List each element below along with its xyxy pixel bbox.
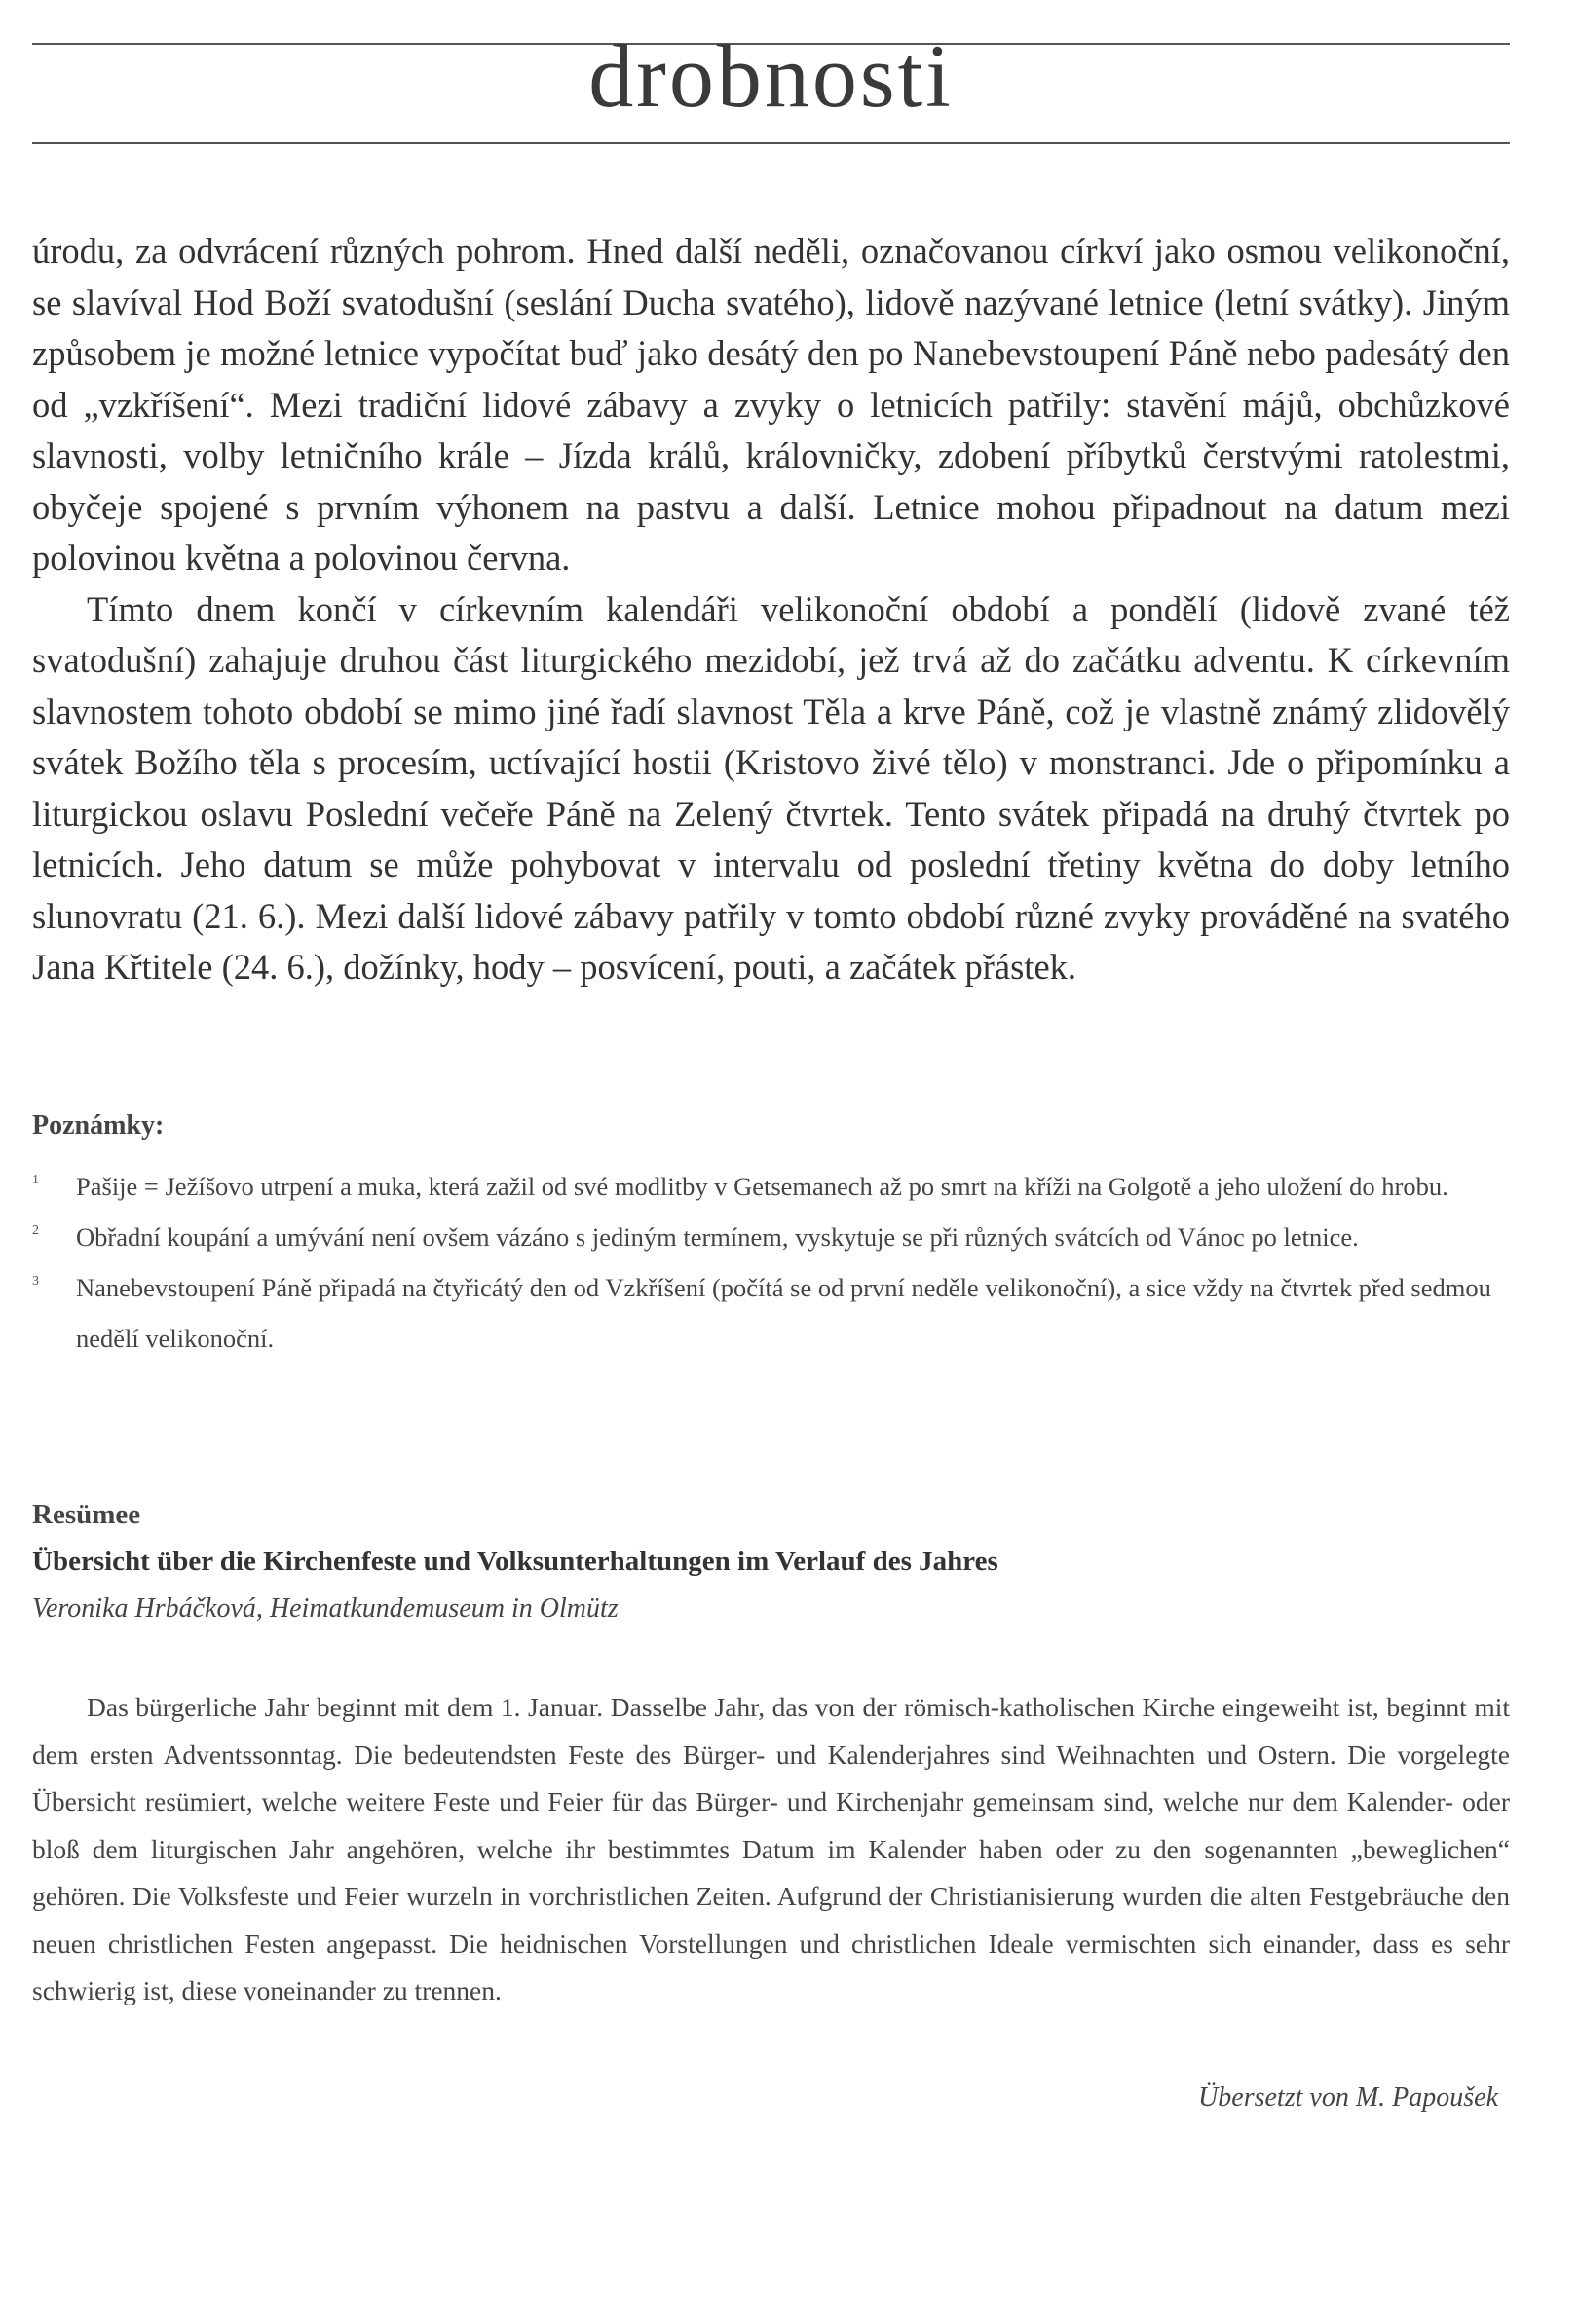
resume-header: [32, 1492, 1510, 1632]
footnote-3: [32, 1262, 1510, 1364]
resume-title: Übersicht über die Kirchenfeste und Volksunterhaltungen im Verlauf des Jahres: [32, 1546, 998, 1577]
footnote-2: [32, 1212, 1510, 1262]
section-title: drobnosti: [588, 26, 954, 126]
article-body: [32, 226, 1510, 993]
footnotes-heading: Poznámky:: [32, 1110, 165, 1141]
resume-body: [32, 1684, 1510, 2015]
resume-paragraph: Das bürgerliche Jahr beginnt mit dem 1. Januar. Dasselbe Jahr, das von der römisch-katholischen Kirche eingeweiht ist, beginnt mit dem ersten Adventssonntag. Die bedeutendsten Feste des Bürger- und Kalenderjahres sind Weihnachten und Ostern. Die vorgelegte Übersicht resümiert, welche weitere Feste und Feier für das Bürger- und Kirchenjahr gemeinsam sind, welche nur dem Kalender- oder bloß dem liturgischen Jahr angehören, welche ihr bestimmtes Datum im Kalender haben oder zu den sogenannten „beweglichen“ gehören. Die Volksfeste und Feier wurzeln in vorchristlichen Zeiten. Aufgrund der Christianisierung wurden die alten Festgebräuche den neuen christlichen Festen angepasst. Die heidnischen Vorstellungen und christlichen Ideale vermischten sich einander, dass es sehr schwierig ist, diese voneinander zu trennen.: [32, 1692, 1510, 2005]
footnote-1: [32, 1161, 1510, 1212]
footnote-text: Nanebevstoupení Páně připadá na čtyřicátý den od Vzkříšení (počítá se od první neděle velikonoční), a sice vždy na čtvrtek před sedmou nedělí velikonoční.: [76, 1273, 1491, 1353]
footnotes: [32, 1110, 1510, 1364]
translator-credit: Übersetzt von M. Papoušek: [1198, 2082, 1498, 2113]
resume-author: Veronika Hrbáčková, Heimatkundemuseum in Olmütz: [32, 1593, 619, 1624]
resume-label: Resümee: [32, 1499, 141, 1530]
footnote-text: Obřadní koupání a umývání není ovšem vázáno s jediným termínem, vyskytuje se při různých svátcích od Vánoc po letnice.: [76, 1222, 1359, 1252]
body-paragraph-2: Tímto dnem končí v církevním kalendáři velikonoční období a pondělí (lidově zvané též svatodušní) zahajuje druhou část liturgického mezidobí, jež trvá až do začátku adventu. K církevním slavnostem tohoto období se mimo jiné řadí slavnost Těla a krve Páně, což je vlastně známý zlidovělý svátek Božího těla s procesím, uctívající hostii (Kristovo živé tělo) v monstranci. Jde o připomínku a liturgickou oslavu Poslední večeře Páně na Zelený čtvrtek. Tento svátek připadá na druhý čtvrtek po letnicích. Jeho datum se může pohybovat v intervalu od poslední třetiny května do doby letního slunovratu (21. 6.). Mezi další lidové zábavy patřily v tomto období různé zvyky prováděné na svatého Jana Křtitele (24. 6.), dožínky, hody – posvícení, pouti, a začátek přástek.: [32, 588, 1510, 987]
body-paragraph-1: úrodu, za odvrácení různých pohrom. Hned další neděli, označovanou církví jako osmou velikonoční, se slavíval Hod Boží svatodušní (seslání Ducha svatého), lidově nazývané letnice (letní svátky). Jiným způsobem je možné letnice vypočítat buď jako desátý den po Nanebevstoupení Páně nebo padesátý den od „vzkříšení“. Mezi tradiční lidové zábavy a zvyky o letnicích patřily: stavění májů, obchůzkové slavnosti, volby letničního krále – Jízda králů, královničky, zdobení příbytků čerstvými ratolestmi, obyčeje spojené s prvním výhonem na pastvu a další. Letnice mohou připadnout na datum mezi polovinou května a polovinou června.: [32, 231, 1510, 578]
footnote-text: Pašije = Ježíšovo utrpení a muka, která zažil od své modlitby v Getsemanech až po smrt na kříži na Golgotě a jeho uložení do hrobu.: [76, 1172, 1448, 1201]
footnote-number: 2: [32, 1223, 39, 1238]
footnote-number: 3: [32, 1274, 39, 1289]
footnote-number: 1: [32, 1173, 39, 1187]
header-bottom-rule: [32, 142, 1510, 144]
